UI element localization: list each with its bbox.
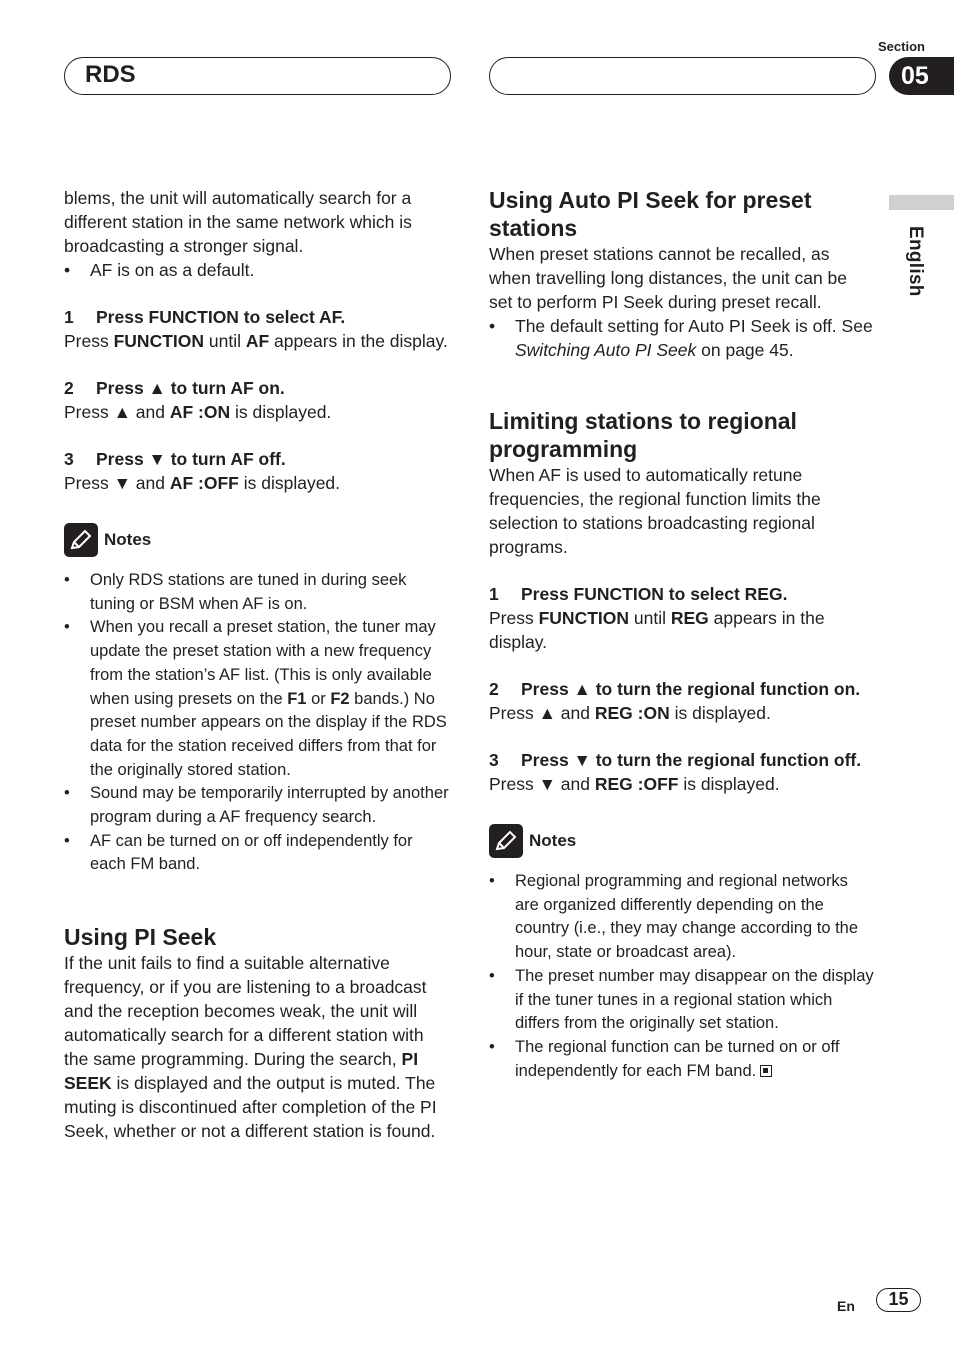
regional-paragraph: When AF is used to automatically retune frequencies, the regional function limits the selection to stations broadcasting regional programs. — [489, 465, 821, 557]
section-heading: Using PI Seek — [64, 924, 217, 951]
notes-header — [64, 523, 450, 557]
step-title: 1 Press FUNCTION to select REG. — [489, 584, 788, 604]
footer-language: En — [837, 1298, 855, 1314]
language-label: English — [905, 226, 926, 297]
end-mark-icon — [760, 1065, 772, 1077]
step-title: 2 Press ▲ to turn AF on. — [64, 378, 285, 398]
list-item: • AF is on as a default. — [64, 258, 450, 282]
section-heading: Using Auto PI Seek for preset stations — [489, 187, 812, 241]
language-tab-bar — [889, 195, 954, 210]
section-heading: Limiting stations to regional programming — [489, 408, 797, 462]
step-body: Press ▲ and REG :ON is displayed. — [489, 703, 771, 723]
step-body: Press FUNCTION until AF appears in the display. — [64, 331, 448, 351]
list-item: • When you recall a preset station, the tuner may update the preset station with a new frequency from the station’s AF list. (This is only available when using presets on the F1 or F2 bands.) No preset number appears on the display if the RDS data for the station received differs from that for the originally stored station. — [64, 616, 450, 782]
list-item: • The preset number may disappear on the display if the tuner tunes in a regional station which differs from the originally set station. — [489, 965, 875, 1036]
step-body: Press ▼ and AF :OFF is displayed. — [64, 473, 341, 493]
notes-label: Notes — [529, 831, 577, 850]
right-column — [489, 186, 875, 1083]
header-bar-left — [64, 57, 451, 95]
left-column — [64, 186, 450, 1143]
step-title: 3 Press ▼ to turn AF off. — [64, 449, 286, 469]
step-body: Press ▲ and AF :ON is displayed. — [64, 402, 332, 422]
pencil-icon — [64, 523, 98, 557]
list-item: • Only RDS stations are tuned in during seek tuning or BSM when AF is on. — [64, 569, 450, 616]
step-title: 2 Press ▲ to turn the regional function on. — [489, 679, 861, 699]
intro-paragraph: blems, the unit will automatically search for a different station in the same network which is broadcasting a stronger signal. — [64, 188, 412, 256]
notes-header — [489, 824, 875, 858]
step-body: Press ▼ and REG :OFF is displayed. — [489, 774, 780, 794]
header-bar-right — [489, 57, 876, 95]
list-item: • The default setting for Auto PI Seek is off. See Switching Auto PI Seek on page 45. — [489, 314, 875, 362]
list-item: • Sound may be temporarily interrupted by another program during a AF frequency search. — [64, 782, 450, 829]
pencil-icon — [489, 824, 523, 858]
step-title: 1 Press FUNCTION to select AF. — [64, 307, 346, 327]
step-body: Press FUNCTION until REG appears in the display. — [489, 608, 825, 652]
section-number-badge: 05 — [889, 57, 954, 95]
page-number: 15 — [876, 1288, 921, 1312]
list-item: • Regional programming and regional networks are organized differently depending on the country (i.e., they may change according to the hour, state or broadcast area). — [489, 870, 875, 965]
header-title: RDS — [85, 61, 136, 88]
step-title: 3 Press ▼ to turn the regional function off. — [489, 750, 862, 770]
list-item: • AF can be turned on or off independently for each FM band. — [64, 830, 450, 877]
auto-pi-paragraph: When preset stations cannot be recalled, as when travelling long distances, the unit can be set to perform PI Seek during preset recall. — [489, 244, 848, 312]
notes-label: Notes — [104, 530, 152, 549]
section-label: Section — [878, 39, 925, 54]
list-item: • The regional function can be turned on or off independently for each FM band. — [489, 1036, 875, 1083]
pi-seek-paragraph: If the unit fails to find a suitable alternative frequency, or if you are listening to a broadcast and the reception becomes weak, the unit will automatically search for a different station with the same programming. During the search, PI SEEK is displayed and the output is muted. The muting is discontinued after completion of the PI Seek, whether or not a different station is found. — [64, 953, 437, 1142]
